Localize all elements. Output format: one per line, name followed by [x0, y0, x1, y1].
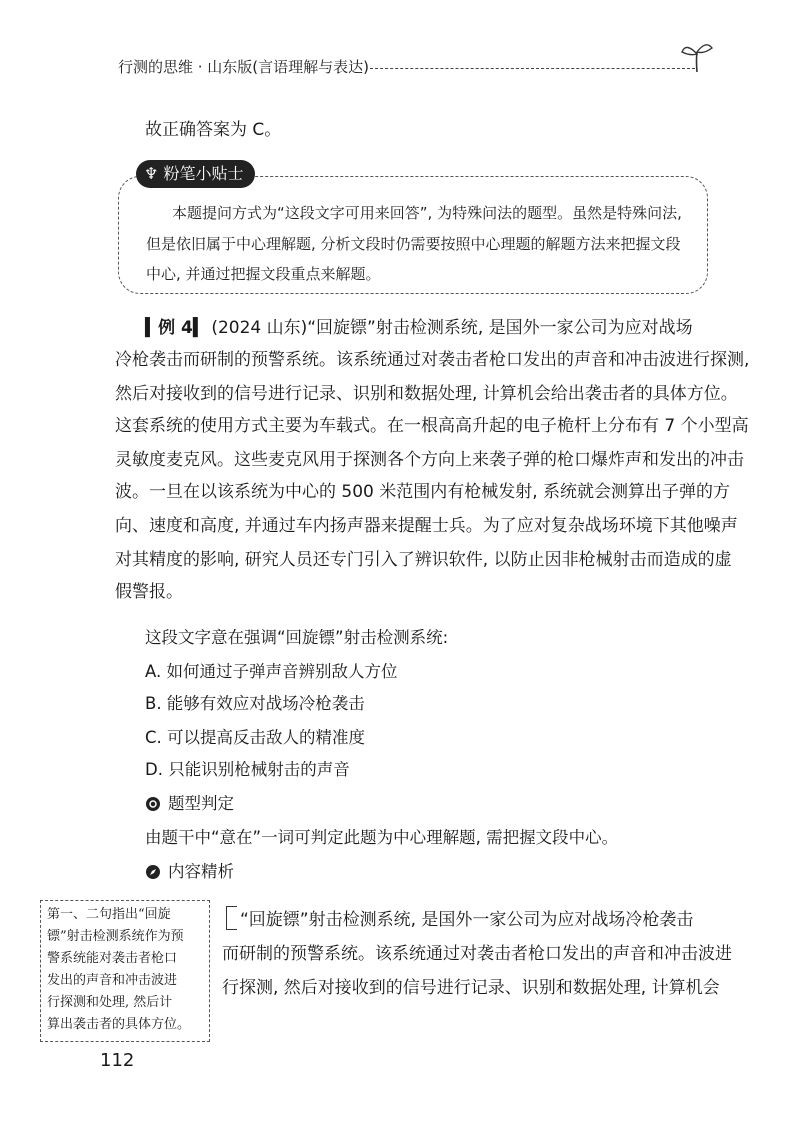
tip-line: 本题提问方式为“这段文字可用来回答”, 为特殊问法的题型。虽然是特殊问法,: [172, 204, 682, 222]
sprout-icon: [680, 38, 714, 74]
annotated-line: 行探测, 然后对接收到的信号进行记录、识别和数据处理, 计算机会: [222, 978, 720, 998]
annotated-line: “回旋镖”射击检测系统, 是国外一家公司为应对战场冷枪袭击: [240, 910, 694, 930]
example-line: 对其精度的影响, 研究人员还专门引入了辨识软件, 以防止因非枪械射击而造成的虚: [115, 550, 732, 570]
type-text: 由题干中“意在”一词可判定此题为中心理解题, 需把握文段中心。: [145, 828, 619, 847]
side-note-line: 行探测和处理, 然后计: [47, 995, 173, 1010]
tip-line: 中心, 并通过把握文段重点来解题。: [146, 265, 381, 283]
tip-title: 粉笔小贴士: [163, 164, 244, 183]
compass-icon: [145, 864, 161, 880]
example-text: (2024 山东)“回旋镖”射击检测系统, 是国外一家公司为应对战场: [211, 318, 693, 338]
header-divider: [370, 68, 695, 69]
example-tag-bar: ▍: [145, 318, 159, 338]
side-note-line: 发出的声音和冲击波进: [47, 973, 178, 988]
option-b: B. 能够有效应对战场冷枪袭击: [145, 694, 365, 713]
example-line: 向、速度和高度, 并通过车内扬声器来提醒士兵。为了应对复杂战场环境下其他噪声: [115, 516, 738, 536]
example-line: 冷枪袭击而研制的预警系统。该系统通过对袭击者枪口发出的声音和冲击波进行探测,: [115, 350, 750, 370]
type-label: 题型判定: [168, 794, 234, 813]
example-line: 波。一旦在以该系统为中心的 500 米范围内有枪械发射, 系统就会测算出子弹的方: [115, 482, 731, 502]
header-title: 行测的思维 · 山东版(言语理解与表达): [118, 58, 370, 76]
option-a: A. 如何通过子弹声音辨别敌人方位: [145, 662, 398, 681]
side-note-line: 镖”射击检测系统作为预: [47, 929, 184, 944]
annotation-bracket: [226, 906, 237, 930]
example-tag-bar: ▍: [192, 318, 206, 338]
example-line: 这套系统的使用方式主要为车载式。在一根高高升起的电子桅杆上分布有 7 个小型高: [115, 416, 749, 436]
example-line: 然后对接收到的信号进行记录、识别和数据处理, 计算机会给出袭击者的具体方位。: [115, 384, 738, 404]
option-c: C. 可以提高反击敌人的精准度: [145, 728, 366, 747]
example-tag: 例 4: [158, 318, 193, 338]
example-line: [145, 318, 693, 338]
tip-title-badge: [136, 160, 255, 188]
analysis-label: 内容精析: [168, 862, 234, 881]
example-line: 灵敏度麦克风。这些麦克风用于探测各个方向上来袭子弹的枪口爆炸声和发出的冲击: [115, 450, 744, 470]
side-note-line: 算出袭击者的具体方位。: [47, 1017, 191, 1032]
tip-line: 但是依旧属于中心理解题, 分析文段时仍需要按照中心理题的解题方法来把握文段: [146, 235, 681, 253]
side-note-line: 警系统能对袭击者枪口: [47, 951, 178, 966]
question-stem: 这段文字意在强调“回旋镖”射击检测系统:: [145, 628, 449, 647]
page-number: 112: [100, 1050, 135, 1071]
sprout-small-icon: ♆: [144, 164, 164, 183]
answer-line: 故正确答案为 C。: [145, 120, 282, 140]
option-d: D. 只能识别枪械射击的声音: [145, 760, 350, 779]
annotated-line: 而研制的预警系统。该系统通过对袭击者枪口发出的声音和冲击波进: [222, 944, 732, 964]
gear-icon: [145, 796, 161, 812]
side-note-line: 第一、二句指出“回旋: [47, 907, 171, 922]
example-line: 假警报。: [115, 582, 183, 602]
